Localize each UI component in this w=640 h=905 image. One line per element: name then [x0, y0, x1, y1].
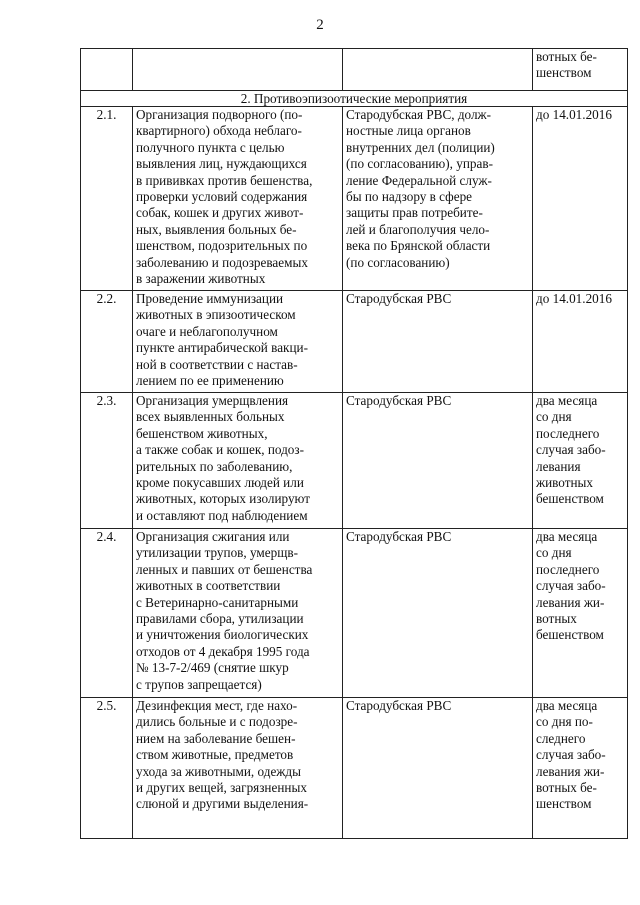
responsible-line: Стародубская РВС	[346, 698, 452, 713]
term-line: два месяца	[536, 393, 598, 408]
action-line: лением по ее применению	[136, 373, 284, 389]
section-title: 2. Противоэпизоотические мероприятия	[81, 91, 628, 107]
action-cell	[133, 291, 343, 393]
action-line: ных, выявления больных бе-	[136, 221, 297, 237]
action-line: утилизации трупов, умерщв-	[136, 545, 298, 561]
action-line: очаге и неблагополучном	[136, 323, 278, 339]
action-cell	[133, 529, 343, 698]
table-row	[81, 529, 628, 698]
action-line: и уничтожения биологических	[136, 627, 309, 643]
continuation-responsible-cell	[343, 49, 533, 91]
action-line: отходов от 4 декабря 1995 года	[136, 643, 310, 659]
responsible-line: (по согласованию)	[346, 254, 450, 270]
continuation-row	[81, 49, 628, 91]
responsible-line: лей и благополучия чело-	[346, 221, 490, 237]
measures-table	[80, 48, 628, 839]
term-line: бешенством	[536, 627, 604, 643]
term-line: левания жи-	[536, 763, 605, 779]
term-line: два месяца	[536, 698, 598, 713]
term-line: до 14.01.2016	[536, 107, 612, 122]
responsible-line: ление Федеральной служ-	[346, 172, 492, 188]
responsible-cell	[343, 698, 533, 839]
term-cell	[533, 291, 628, 393]
term-line: последнего	[536, 561, 600, 577]
term-line: левания	[536, 458, 581, 474]
action-line: ленных и павших от бешенства	[136, 561, 313, 577]
action-line: Проведение иммунизации	[136, 291, 284, 306]
term-line: шенством	[536, 65, 592, 81]
responsible-line: внутренних дел (полиции)	[346, 139, 495, 155]
term-line: вотных бе-	[536, 780, 597, 796]
action-line: пункте антирабической вакци-	[136, 340, 308, 356]
action-line: а также собак и кошек, подоз-	[136, 442, 305, 458]
term-line: случая забо-	[536, 442, 606, 458]
action-cell	[133, 698, 343, 839]
action-line: шенством, подозрительных по	[136, 238, 308, 254]
page-number: 2	[316, 17, 324, 33]
responsible-line: Стародубская РВС	[346, 393, 452, 408]
continuation-term-cell	[533, 49, 628, 91]
responsible-line: века по Брянской области	[346, 238, 491, 254]
action-line: и оставляют под наблюдением	[136, 507, 308, 523]
table-row	[81, 698, 628, 839]
action-line: животных в соответствии	[136, 578, 281, 594]
term-cell	[533, 698, 628, 839]
table-row	[81, 291, 628, 393]
term-line: со дня	[536, 545, 572, 561]
action-line: получного пункта с целью	[136, 139, 285, 155]
term-line: последнего	[536, 425, 600, 441]
row-number: 2.2.	[81, 291, 133, 393]
term-line: вотных	[536, 611, 577, 627]
action-cell	[133, 393, 343, 529]
action-line: в прививках против бешенства,	[136, 172, 313, 188]
term-line: случая забо-	[536, 747, 606, 763]
action-line: всех выявленных больных	[136, 409, 285, 425]
responsible-line: защиты прав потребите-	[346, 205, 483, 221]
action-line: и других вещей, загрязненных	[136, 780, 307, 796]
term-line: бешенством	[536, 491, 604, 507]
term-line: до 14.01.2016	[536, 291, 612, 306]
responsible-cell	[343, 291, 533, 393]
responsible-cell	[343, 107, 533, 291]
action-line: Организация умерщвления	[136, 393, 289, 408]
table-row	[81, 393, 628, 529]
responsible-line: Стародубская РВС	[346, 291, 452, 306]
action-line: с Ветеринарно-санитарными	[136, 594, 299, 610]
action-line: проверки условий содержания	[136, 189, 308, 205]
action-line: слюной и другими выделения-	[136, 796, 309, 812]
responsible-cell	[343, 529, 533, 698]
section-heading-row	[81, 91, 628, 107]
action-line: кроме покусавших людей или	[136, 475, 304, 491]
action-line: с трупов запрещается)	[136, 676, 262, 692]
action-line: животных в эпизоотическом	[136, 307, 296, 323]
term-line: шенством	[536, 796, 592, 812]
responsible-line: бы по надзору в сфере	[346, 189, 473, 205]
row-number: 2.4.	[81, 529, 133, 698]
row-number: 2.3.	[81, 393, 133, 529]
term-line: следнего	[536, 730, 586, 746]
action-line: Дезинфекция мест, где нахо-	[136, 698, 298, 713]
action-line: ной в соответствии с настав-	[136, 356, 298, 372]
continuation-action-cell	[133, 49, 343, 91]
action-line: ухода за животными, одежды	[136, 763, 301, 779]
action-line: правилами сбора, утилизации	[136, 611, 304, 627]
action-line: квартирного) обхода неблаго-	[136, 123, 302, 139]
table-row	[81, 107, 628, 291]
term-line: случая забо-	[536, 578, 606, 594]
row-number: 2.5.	[81, 698, 133, 839]
row-number: 2.1.	[81, 107, 133, 291]
action-line: животных, которых изолируют	[136, 491, 310, 507]
action-line: дились больные и с подозре-	[136, 714, 298, 730]
term-cell	[533, 393, 628, 529]
responsible-line: ностные лица органов	[346, 123, 471, 139]
term-line: вотных бе-	[536, 49, 597, 64]
term-cell	[533, 529, 628, 698]
action-cell	[133, 107, 343, 291]
responsible-line: (по согласованию), управ-	[346, 156, 493, 172]
term-line: со дня по-	[536, 714, 593, 730]
action-line: ством животные, предметов	[136, 747, 294, 763]
action-line: выявления лиц, нуждающихся	[136, 156, 307, 172]
term-cell	[533, 107, 628, 291]
responsible-line: Стародубская РВС	[346, 529, 452, 544]
responsible-cell	[343, 393, 533, 529]
action-line: бешенством животных,	[136, 425, 268, 441]
action-line: рительных по заболеванию,	[136, 458, 293, 474]
term-line: два месяца	[536, 529, 598, 544]
action-line: Организация подворного (по-	[136, 107, 303, 122]
action-line: Организация сжигания или	[136, 529, 290, 544]
action-line: нием на заболевание бешен-	[136, 730, 296, 746]
action-line: № 13-7-2/469 (снятие шкур	[136, 660, 289, 676]
continuation-num-cell	[81, 49, 133, 91]
action-line: собак, кошек и других живот-	[136, 205, 304, 221]
term-line: левания жи-	[536, 594, 605, 610]
action-line: в заражении животных	[136, 271, 266, 287]
term-line: животных	[536, 475, 593, 491]
responsible-line: Стародубская РВС, долж-	[346, 107, 492, 122]
term-line: со дня	[536, 409, 572, 425]
action-line: заболеванию и подозреваемых	[136, 254, 308, 270]
